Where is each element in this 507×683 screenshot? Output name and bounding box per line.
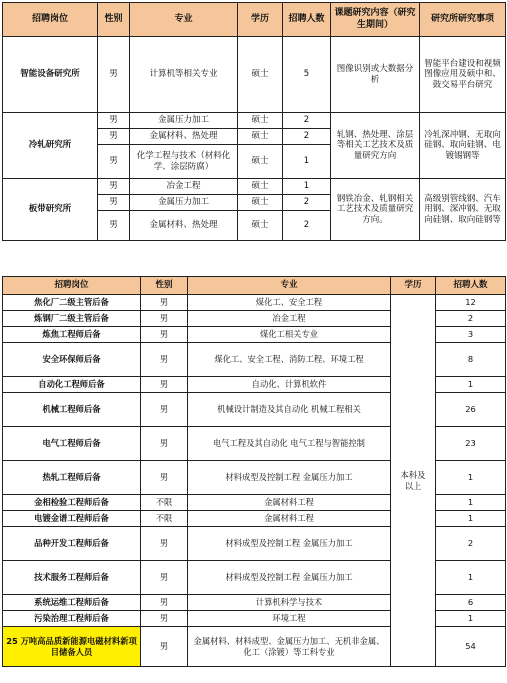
major-cell: 电气工程及其自动化 电气工程与智能控制 — [188, 427, 391, 461]
count-cell: 2 — [283, 211, 331, 241]
col-header-education: 学历 — [238, 3, 283, 37]
gender-cell: 男 — [141, 627, 188, 667]
count-cell: 8 — [436, 343, 506, 377]
position-cell: 炼钢厂二级主管后备 — [3, 311, 141, 327]
count-cell: 1 — [283, 179, 331, 195]
major-cell: 自动化、计算机软件 — [188, 377, 391, 393]
col-header-position: 招聘岗位 — [3, 277, 141, 295]
research-recruitment-table — [2, 2, 506, 241]
topic-cell: 图像识别或大数据分析 — [331, 37, 420, 113]
position-cell: 热轧工程师后备 — [3, 461, 141, 495]
position-cell: 技术服务工程师后备 — [3, 561, 141, 595]
education-cell: 本科及以上 — [391, 295, 436, 667]
count-cell: 26 — [436, 393, 506, 427]
position-cell: 自动化工程师后备 — [3, 377, 141, 393]
education-cell: 硕士 — [238, 211, 283, 241]
position-cell: 机械工程师后备 — [3, 393, 141, 427]
institute-cell: 冷轧深冲钢、无取向硅钢、取向硅钢、电镀锡钢等 — [420, 113, 506, 179]
count-cell: 1 — [436, 461, 506, 495]
col-header-major: 专业 — [130, 3, 238, 37]
position-cell: 金相检验工程师后备 — [3, 495, 141, 511]
col-header-position: 招聘岗位 — [3, 3, 98, 37]
col-header-gender: 性别 — [98, 3, 130, 37]
position-cell: 安全环保师后备 — [3, 343, 141, 377]
major-cell: 计算机科学与技术 — [188, 595, 391, 611]
major-cell: 材料成型及控制工程 金属压力加工 — [188, 561, 391, 595]
count-cell: 54 — [436, 627, 506, 667]
gender-cell: 男 — [98, 37, 130, 113]
gender-cell: 男 — [141, 311, 188, 327]
gender-cell: 男 — [98, 195, 130, 211]
count-cell: 2 — [283, 195, 331, 211]
education-cell: 硕士 — [238, 179, 283, 195]
col-header-institute: 研究所研究事项 — [420, 3, 506, 37]
gender-cell: 男 — [141, 427, 188, 461]
col-header-count: 招聘人数 — [283, 3, 331, 37]
table-row — [3, 295, 506, 311]
gender-cell: 男 — [141, 393, 188, 427]
major-cell: 机械设计制造及其自动化 机械工程相关 — [188, 393, 391, 427]
table-row — [3, 179, 506, 195]
count-cell: 5 — [283, 37, 331, 113]
count-cell: 3 — [436, 327, 506, 343]
position-cell: 电镀金谱工程师后备 — [3, 511, 141, 527]
gender-cell: 男 — [141, 343, 188, 377]
institute-cell: 智能平台建设和视频图像应用及硕中和、鼓交易平台研究 — [420, 37, 506, 113]
table-header-row — [3, 3, 506, 37]
col-header-education: 学历 — [391, 277, 436, 295]
undergraduate-recruitment-table — [2, 276, 506, 667]
count-cell: 1 — [436, 511, 506, 527]
gender-cell: 男 — [98, 113, 130, 129]
count-cell: 1 — [283, 145, 331, 179]
group-name: 冷轧研究所 — [3, 113, 98, 179]
count-cell: 1 — [436, 377, 506, 393]
major-cell: 材料成型及控制工程 金属压力加工 — [188, 461, 391, 495]
gender-cell: 男 — [141, 561, 188, 595]
major-cell: 金属压力加工 — [130, 195, 238, 211]
education-cell: 硕士 — [238, 129, 283, 145]
position-cell: 系统运维工程师后备 — [3, 595, 141, 611]
position-cell: 品种开发工程师后备 — [3, 527, 141, 561]
major-cell: 计算机等相关专业 — [130, 37, 238, 113]
gender-cell: 男 — [141, 461, 188, 495]
gender-cell: 男 — [141, 595, 188, 611]
education-cell: 硕士 — [238, 195, 283, 211]
table-row — [3, 113, 506, 129]
table-header-row — [3, 277, 506, 295]
major-cell: 煤化工、安全工程 — [188, 295, 391, 311]
count-cell: 2 — [283, 129, 331, 145]
col-header-gender: 性别 — [141, 277, 188, 295]
col-header-major: 专业 — [188, 277, 391, 295]
position-cell: 焦化厂二级主管后备 — [3, 295, 141, 311]
major-cell: 金属材料工程 — [188, 495, 391, 511]
position-cell: 污染治理工程师后备 — [3, 611, 141, 627]
institute-cell: 高级别管线钢、汽车用钢、深冲钢、无取向硅钢、取向硅钢等 — [420, 179, 506, 241]
count-cell: 12 — [436, 295, 506, 311]
gender-cell: 男 — [98, 129, 130, 145]
education-cell: 硕士 — [238, 145, 283, 179]
group-name: 智能设备研究所 — [3, 37, 98, 113]
gender-cell: 不限 — [141, 495, 188, 511]
gender-cell: 男 — [141, 611, 188, 627]
gender-cell: 男 — [98, 145, 130, 179]
major-cell: 冶金工程 — [188, 311, 391, 327]
education-cell: 硕士 — [238, 37, 283, 113]
count-cell: 2 — [436, 311, 506, 327]
count-cell: 6 — [436, 595, 506, 611]
table-row — [3, 37, 506, 113]
position-cell: 炼焦工程师后备 — [3, 327, 141, 343]
position-cell: 电气工程师后备 — [3, 427, 141, 461]
col-header-count: 招聘人数 — [436, 277, 506, 295]
major-cell: 煤化工相关专业 — [188, 327, 391, 343]
major-cell: 金属材料工程 — [188, 511, 391, 527]
count-cell: 2 — [283, 113, 331, 129]
gender-cell: 男 — [98, 211, 130, 241]
count-cell: 1 — [436, 561, 506, 595]
major-cell: 化学工程与技术（材料化学、涂层防腐） — [130, 145, 238, 179]
major-cell: 材料成型及控制工程 金属压力加工 — [188, 527, 391, 561]
topic-cell: 轧钢、热处理、涂层等相关工艺技术及质量研究方向 — [331, 113, 420, 179]
major-cell: 煤化工、安全工程、消防工程、环境工程 — [188, 343, 391, 377]
major-cell: 金属压力加工 — [130, 113, 238, 129]
table2-body — [3, 295, 506, 667]
education-cell: 硕士 — [238, 113, 283, 129]
gender-cell: 男 — [141, 377, 188, 393]
topic-cell: 钢铁冶金、轧钢相关工艺技术及质量研究方向。 — [331, 179, 420, 241]
count-cell: 2 — [436, 527, 506, 561]
gender-cell: 男 — [98, 179, 130, 195]
count-cell: 23 — [436, 427, 506, 461]
major-cell: 冶金工程 — [130, 179, 238, 195]
gender-cell: 男 — [141, 327, 188, 343]
count-cell: 1 — [436, 495, 506, 511]
major-cell: 金属材料、材料成型、金属压力加工、无机非金属、化工（涂镀）等工科专业 — [188, 627, 391, 667]
major-cell: 金属材料、热处理 — [130, 129, 238, 145]
gender-cell: 男 — [141, 527, 188, 561]
gender-cell: 不限 — [141, 511, 188, 527]
position-cell: 25 万吨高品质新能源电磁材料新项目储备人员 — [3, 627, 141, 667]
col-header-topic: 课题研究内容（研究生期间） — [331, 3, 420, 37]
gender-cell: 男 — [141, 295, 188, 311]
major-cell: 环境工程 — [188, 611, 391, 627]
group-name: 板带研究所 — [3, 179, 98, 241]
major-cell: 金属材料、热处理 — [130, 211, 238, 241]
count-cell: 1 — [436, 611, 506, 627]
